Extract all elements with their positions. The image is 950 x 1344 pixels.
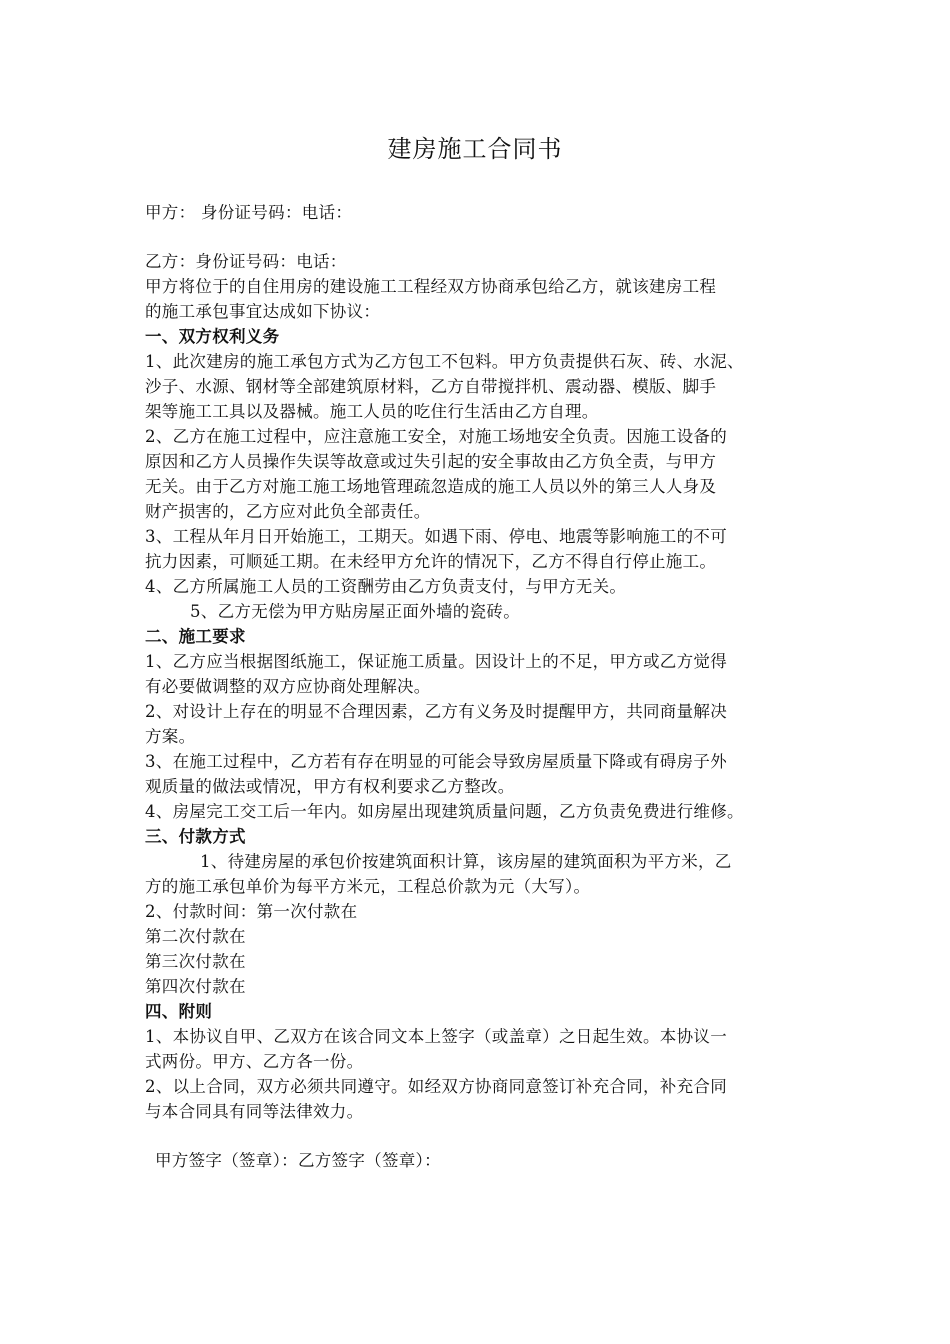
clause-line: 沙子、水源、钢材等全部建筑原材料，乙方自带搅拌机、震动器、模版、脚手: [145, 377, 717, 396]
clause-line: 抗力因素，可顺延工期。在未经甲方允许的情况下，乙方不得自行停止施工。: [145, 552, 717, 571]
clause-line: 架等施工工具以及器械。施工人员的吃住行生活由乙方自理。: [145, 402, 599, 421]
clause-line: 原因和乙方人员操作失误等故意或过失引起的安全事故由乙方负全责，与甲方: [145, 452, 717, 471]
clause-line: 4、房屋完工交工后一年内。如房屋出现建筑质量问题，乙方负责免费进行维修。: [145, 802, 744, 821]
clause-line: 1、本协议自甲、乙双方在该合同文本上签字（或盖章）之日起生效。本协议一: [145, 1027, 727, 1046]
clause-line: 有必要做调整的双方应协商处理解决。: [145, 677, 431, 696]
clause-line: 方案。: [145, 727, 196, 746]
clause-line: 第三次付款在: [145, 952, 246, 971]
intro-line: 甲方将位于的自住用房的建设施工工程经双方协商承包给乙方，就该建房工程: [145, 277, 717, 296]
clause-line: 1、待建房屋的承包价按建筑面积计算，该房屋的建筑面积为平方米，乙: [200, 852, 732, 871]
clause-line: 2、乙方在施工过程中，应注意施工安全，对施工场地安全负责。因施工设备的: [145, 427, 727, 446]
clause-line: 2、付款时间：第一次付款在: [145, 902, 358, 921]
clause-line: 3、工程从年月日开始施工，工期天。如遇下雨、停电、地震等影响施工的不可: [145, 527, 727, 546]
section-heading-payment: 三、付款方式: [145, 827, 246, 846]
clause-line: 第四次付款在: [145, 977, 246, 996]
clause-line: 第二次付款在: [145, 927, 246, 946]
section-heading-requirements: 二、施工要求: [145, 627, 246, 646]
clause-line: 式两份。甲方、乙方各一份。: [145, 1052, 364, 1071]
clause-line: 2、以上合同，双方必须共同遵守。如经双方协商同意签订补充合同，补充合同: [145, 1077, 727, 1096]
document-title: 建房施工合同书: [387, 135, 563, 163]
party-b-info: 乙方：身份证号码：电话：: [145, 252, 347, 271]
section-heading-rights: 一、双方权利义务: [145, 327, 280, 346]
clause-line: 与本合同具有同等法律效力。: [145, 1102, 364, 1121]
clause-line: 4、乙方所属施工人员的工资酬劳由乙方负责支付，与甲方无关。: [145, 577, 627, 596]
clause-line: 1、乙方应当根据图纸施工，保证施工质量。因设计上的不足，甲方或乙方觉得: [145, 652, 727, 671]
clause-line: 3、在施工过程中，乙方若有存在明显的可能会导致房屋质量下降或有碍房子外: [145, 752, 727, 771]
clause-line: 方的施工承包单价为每平方米元，工程总价款为元（大写）。: [145, 877, 591, 896]
intro-line: 的施工承包事宜达成如下协议：: [145, 302, 381, 321]
signature-line: 甲方签字（签章）：乙方签字（签章）：: [155, 1151, 441, 1170]
clause-line: 无关。由于乙方对施工施工场地管理疏忽造成的施工人员以外的第三人人身及: [145, 477, 717, 496]
clause-line: 财产损害的，乙方应对此负全部责任。: [145, 502, 431, 521]
clause-line: 1、此次建房的施工承包方式为乙方包工不包料。甲方负责提供石灰、砖、水泥、: [145, 352, 744, 371]
party-a-info: 甲方： 身份证号码：电话：: [145, 203, 353, 222]
clause-line: 5、乙方无偿为甲方贴房屋正面外墙的瓷砖。: [190, 602, 520, 621]
clause-line: 观质量的做法或情况，甲方有权利要求乙方整改。: [145, 777, 515, 796]
clause-line: 2、对设计上存在的明显不合理因素，乙方有义务及时提醒甲方，共同商量解决: [145, 702, 727, 721]
section-heading-appendix: 四、附则: [145, 1002, 213, 1021]
